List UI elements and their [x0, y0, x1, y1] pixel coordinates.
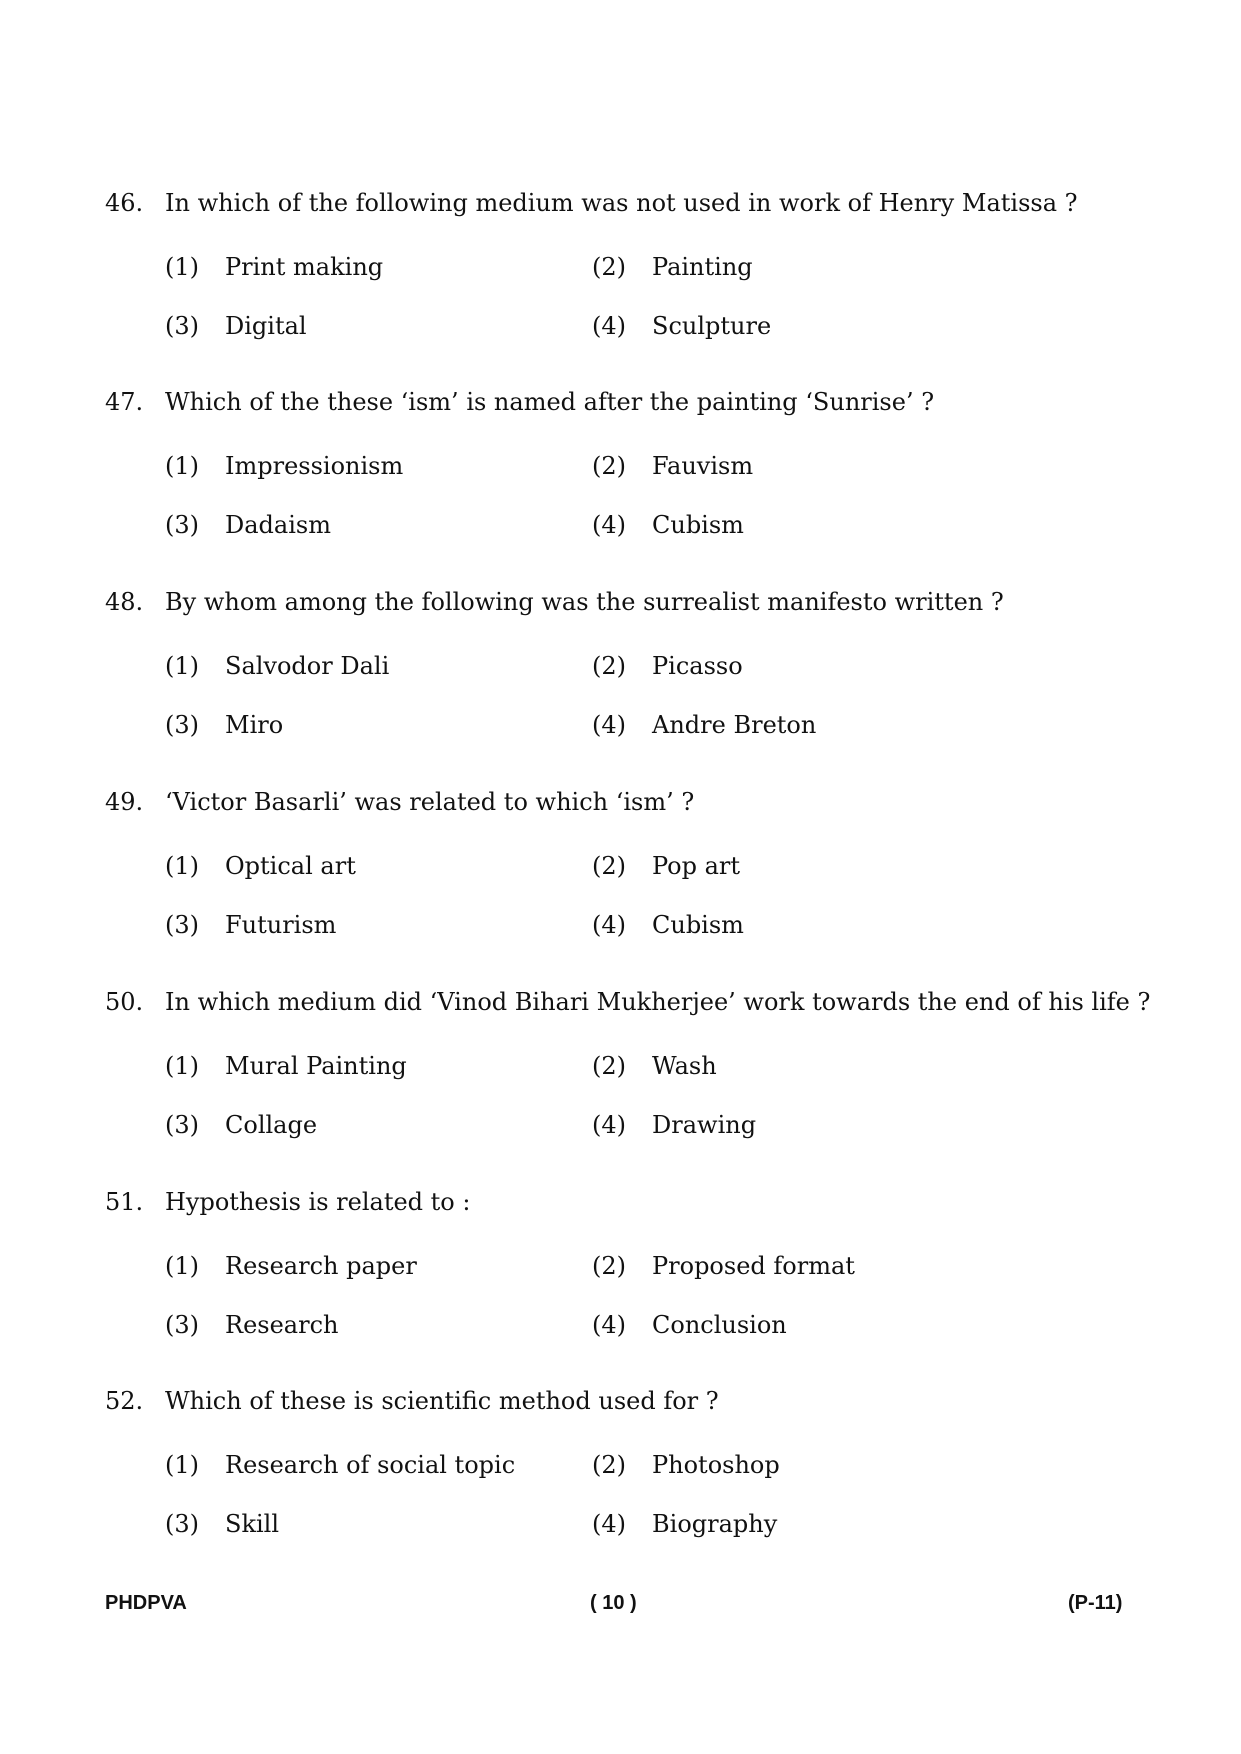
question-number: 48.	[105, 588, 144, 616]
option-text: Conclusion	[652, 1311, 787, 1339]
option-number: (1)	[165, 253, 199, 281]
option-text: Photoshop	[652, 1451, 780, 1479]
question-text: Which of the these ‘ism’ is named after the painting ‘Sunrise’ ?	[165, 388, 935, 416]
question-text: By whom among the following was the surrealist manifesto written ?	[165, 588, 1004, 616]
question-number: 50.	[105, 988, 144, 1016]
question-number: 47.	[105, 388, 144, 416]
footer-page-number: ( 10 )	[590, 1592, 637, 1614]
option-number: (1)	[165, 1451, 199, 1479]
option-number: (4)	[592, 711, 626, 739]
question-text: In which of the following medium was not used in work of Henry Matissa ?	[165, 189, 1078, 217]
option-text: Picasso	[652, 652, 743, 680]
question-number: 46.	[105, 189, 144, 217]
option-number: (3)	[165, 511, 199, 539]
option-text: Drawing	[652, 1111, 757, 1139]
option-text: Futurism	[225, 911, 337, 939]
option-text: Dadaism	[225, 511, 331, 539]
option-text: Skill	[225, 1510, 280, 1538]
option-number: (3)	[165, 1111, 199, 1139]
option-text: Fauvism	[652, 452, 754, 480]
option-text: Biography	[652, 1510, 778, 1538]
option-number: (2)	[592, 253, 626, 281]
option-number: (2)	[592, 652, 626, 680]
question-text: In which medium did ‘Vinod Bihari Mukherjee’ work towards the end of his life ?	[165, 988, 1151, 1016]
option-text: Collage	[225, 1111, 318, 1139]
question-number: 52.	[105, 1387, 144, 1415]
option-text: Miro	[225, 711, 284, 739]
option-number: (1)	[165, 652, 199, 680]
option-text: Digital	[225, 312, 307, 340]
option-number: (3)	[165, 1510, 199, 1538]
option-number: (1)	[165, 852, 199, 880]
option-text: Painting	[652, 253, 753, 281]
option-text: Sculpture	[652, 312, 772, 340]
question-text: ‘Victor Basarli’ was related to which ‘ism’ ?	[165, 788, 695, 816]
option-number: (1)	[165, 452, 199, 480]
option-text: Proposed format	[652, 1252, 855, 1280]
option-text: Wash	[652, 1052, 717, 1080]
option-number: (2)	[592, 1052, 626, 1080]
option-number: (1)	[165, 1252, 199, 1280]
option-number: (4)	[592, 511, 626, 539]
footer-paper-code: PHDPVA	[105, 1592, 187, 1614]
option-number: (3)	[165, 711, 199, 739]
option-number: (2)	[592, 452, 626, 480]
option-number: (3)	[165, 312, 199, 340]
option-text: Pop art	[652, 852, 741, 880]
option-text: Cubism	[652, 911, 744, 939]
option-text: Print making	[225, 253, 384, 281]
option-number: (3)	[165, 911, 199, 939]
question-text: Which of these is scientific method used for ?	[165, 1387, 719, 1415]
question-number: 49.	[105, 788, 144, 816]
option-number: (4)	[592, 312, 626, 340]
option-text: Impressionism	[225, 452, 404, 480]
option-text: Optical art	[225, 852, 356, 880]
option-text: Research paper	[225, 1252, 417, 1280]
option-number: (4)	[592, 911, 626, 939]
option-text: Salvodor Dali	[225, 652, 390, 680]
option-text: Research of social topic	[225, 1451, 516, 1479]
option-text: Andre Breton	[652, 711, 817, 739]
question-text: Hypothesis is related to :	[165, 1188, 471, 1216]
option-number: (2)	[592, 1252, 626, 1280]
option-number: (4)	[592, 1510, 626, 1538]
footer-set-code: (P-11)	[1068, 1592, 1123, 1614]
option-number: (1)	[165, 1052, 199, 1080]
option-number: (2)	[592, 1451, 626, 1479]
option-number: (2)	[592, 852, 626, 880]
option-text: Mural Painting	[225, 1052, 407, 1080]
question-number: 51.	[105, 1188, 144, 1216]
option-number: (4)	[592, 1111, 626, 1139]
option-text: Cubism	[652, 511, 744, 539]
option-text: Research	[225, 1311, 339, 1339]
option-number: (4)	[592, 1311, 626, 1339]
option-number: (3)	[165, 1311, 199, 1339]
